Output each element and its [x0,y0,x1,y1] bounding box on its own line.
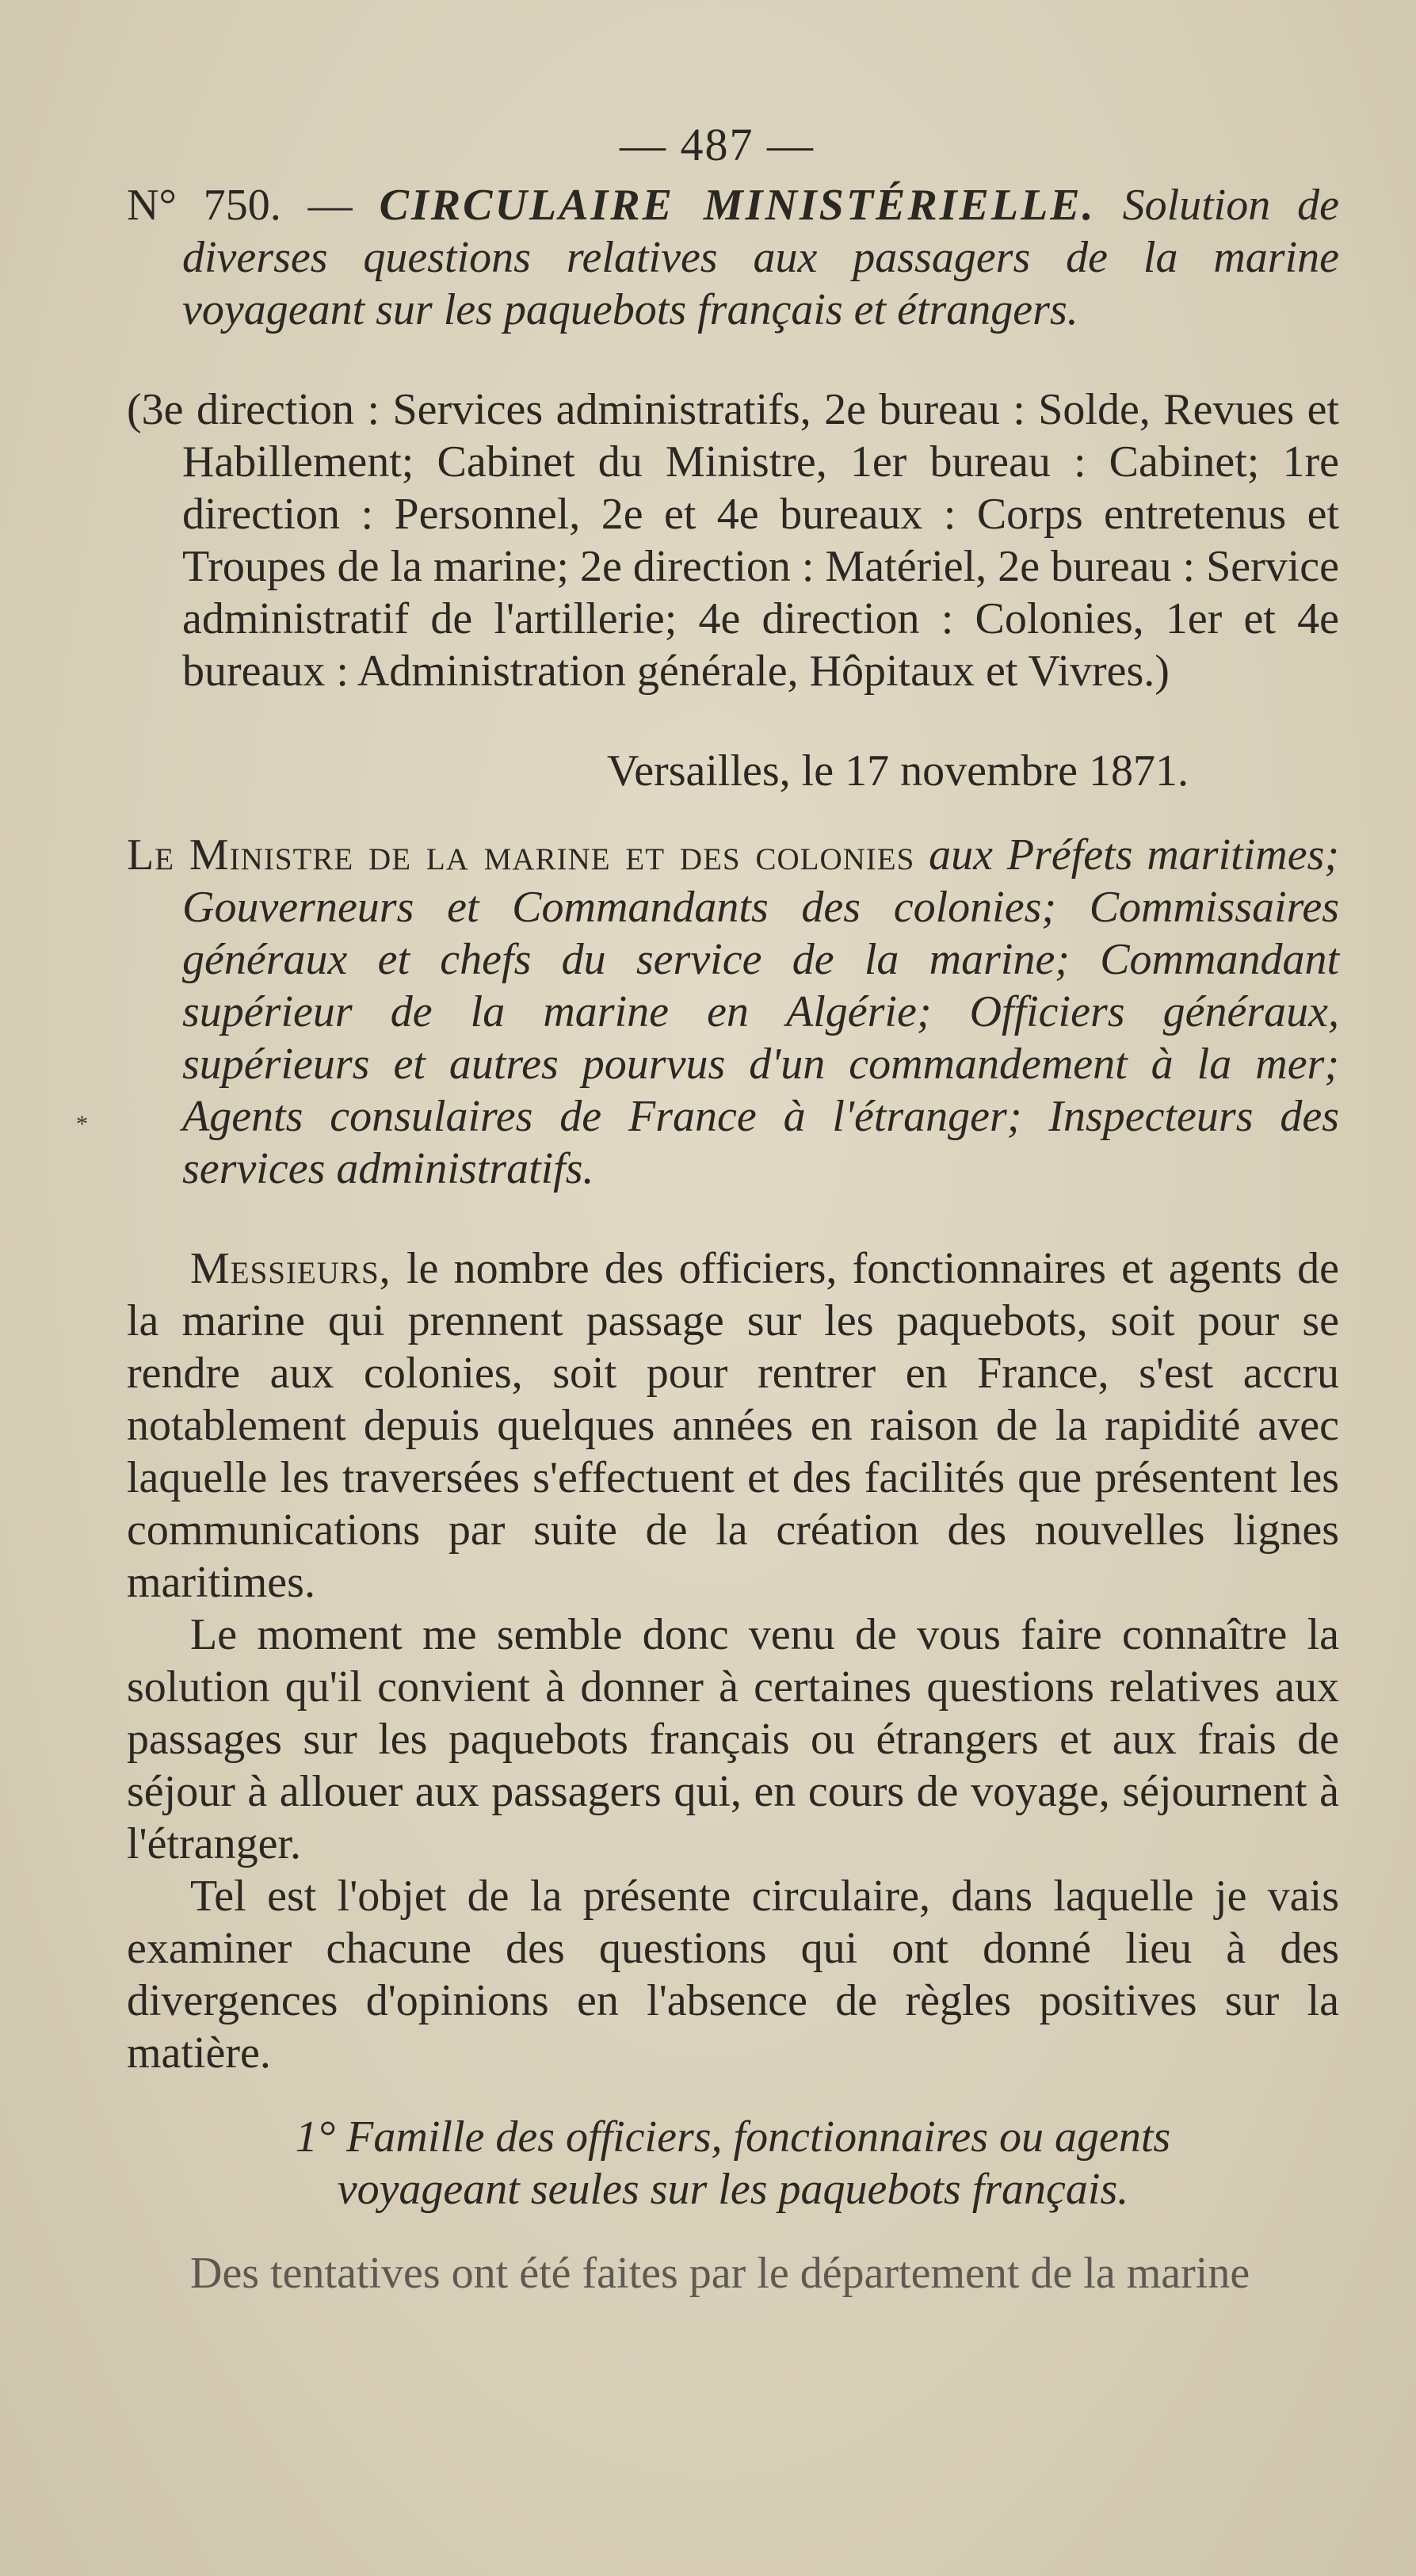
addressee-block [127,829,1339,1195]
directions-block: (3e direction : Services administratifs, 2e bureau : Solde, Revues et Habillement; Cabinet du Ministre, 1er bureau : Cabinet; 1re direction : Personnel, 2e et 4e bureaux : Corps entretenus et Troupes de la marine; 2e direction : Matériel, 2e bureau : Service administratif de l'artillerie; 4e direction : Colonies, 1er et 4e bureaux : Administration générale, Hôpitaux et Vivres.) [127,385,1339,696]
salutation: Messieurs, [190,1244,391,1293]
paragraph-1-text: le nombre des officiers, fonctionnaires et agents de la marine qui prennent passage sur les paquebots, soit pour se rendre aux colonies, soit pour rentrer en France, s'est accru notablement depuis quelques années en raison de la rapidité avec laquelle les traversées s'effectuent et des facilités que présentent les communications par suite de la création des nouvelles lignes maritimes. [127,1244,1340,1607]
heading-number: N° 750. — [127,181,353,230]
section-1-title: 1° Famille des officiers, fonctionnaires ou agents voyageant seules sur les paquebots français. [295,2112,1171,2214]
page-number: — 487 — [620,119,815,170]
addressee-minister: Le Ministre de la marine et des colonies [127,830,915,880]
heading-subject: Solution de diverses questions relatives aux passagers de la marine voyageant sur les paquebots français et étrangers. [182,181,1340,334]
addressee-recipients: aux Préfets maritimes; Gouverneurs et Commandants des colonies; Commissaires généraux et chefs du service de la marine; Commandant supérieur de la marine en Algérie; Officiers généraux, supérieurs et autres pourvus d'un commandement à la mer; Agents consulaires de France à l'étranger; Inspecteurs des services administratifs. [182,830,1340,1193]
paragraph-2: Le moment me semble donc venu de vous faire connaître la solution qu'il convient à donner à certaines questions relatives aux passages sur les paquebots français ou étrangers et aux frais de séjour à allouer aux passagers qui, en cours de voyage, séjournent à l'étranger. [127,1610,1339,1868]
margin-mark: * [76,1111,88,1137]
paragraph-1 [127,1242,1339,1609]
text-column [127,119,1339,2299]
heading-type: CIRCULAIRE MINISTÉRIELLE. [379,181,1096,230]
circular-heading [127,179,1339,336]
dateline: Versailles, le 17 novembre 1871. [606,746,1189,796]
paragraph-4: Des tentatives ont été faites par le département de la marine [190,2249,1250,2298]
paragraph-3: Tel est l'objet de la présente circulaire, dans laquelle je vais examiner chacune des questions qui ont donné lieu à des divergences d'opinions en l'absence de règles positives sur la matière. [127,1872,1339,2078]
